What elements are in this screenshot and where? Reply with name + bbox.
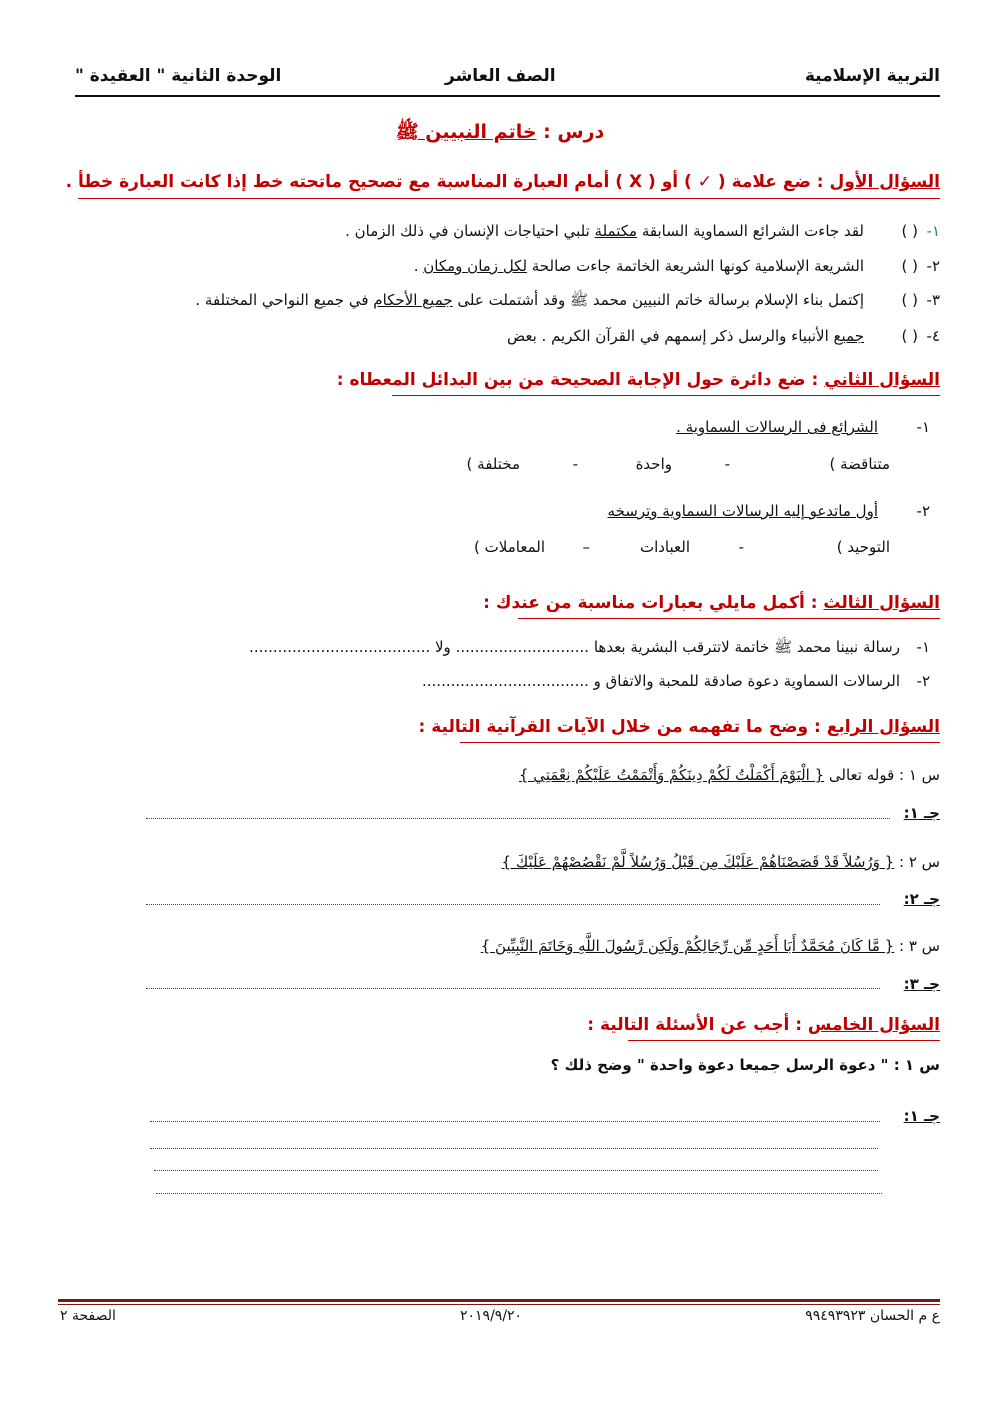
answer-label: جـ ٣: bbox=[903, 975, 940, 993]
q1-statement bbox=[507, 327, 864, 345]
q5-heading bbox=[70, 1015, 940, 1035]
quran-verse: { مَّا كَانَ مُحَمَّدٌ أَبَا أَحَدٍ مِّن رِّجَالِكُمْ وَلَكِن رَّسُولَ اللَّهِ وَخَاتَمَ النَّبِيِّينَ } bbox=[480, 937, 895, 955]
q1-item-1 bbox=[60, 222, 940, 246]
q2-item-2 bbox=[60, 502, 940, 526]
q2-stem: أول ماتدعو إليه الرسالات السماوية وترسخه bbox=[607, 502, 878, 520]
q1-answer-paren[interactable]: ( ) bbox=[901, 257, 918, 275]
q5-rule bbox=[628, 1040, 940, 1041]
answer-label: جـ ١: bbox=[903, 804, 940, 822]
q1-answer-paren[interactable]: ( ) bbox=[901, 327, 918, 345]
lesson-prefix: درس : bbox=[536, 121, 605, 143]
footer-divider-thin bbox=[58, 1304, 940, 1305]
q1-heading bbox=[65, 172, 940, 192]
footer-page-number: الصفحة ٢ bbox=[60, 1308, 116, 1324]
q3-item-number: ١- bbox=[916, 638, 930, 656]
q3-fill-sentence[interactable]: رسالة نبينا محمد ﷺ خاتمة لاتترقب البشرية بعدها ............................ ولا ...................................... bbox=[249, 638, 900, 656]
answer-line[interactable] bbox=[146, 818, 890, 819]
footer-author: ع م الحسان ٩٩٤٩٣٩٢٣ bbox=[805, 1308, 940, 1324]
q2-options-2 bbox=[420, 538, 890, 562]
q3-heading bbox=[70, 593, 940, 613]
statement-text: في جميع النواحي المختلفة . bbox=[195, 291, 374, 309]
q2-item-1 bbox=[60, 418, 940, 442]
q2-label: السؤال الثاني bbox=[824, 370, 940, 390]
question-label: س ١ : bbox=[893, 1056, 940, 1074]
option-choice[interactable]: مختلفة ) bbox=[466, 455, 520, 473]
answer-line[interactable] bbox=[156, 1193, 882, 1194]
statement-text: الشريعة الإسلامية كونها الشريعة الخاتمة جاءت صالحة bbox=[527, 257, 864, 275]
answer-line[interactable] bbox=[154, 1170, 878, 1171]
q1-answer-paren[interactable]: ( ) bbox=[901, 222, 918, 240]
q5-label: السؤال الخامس bbox=[807, 1015, 940, 1035]
q1-item-number: ٤- bbox=[926, 327, 940, 345]
q2-options-1 bbox=[420, 455, 890, 479]
answer-line[interactable] bbox=[150, 1148, 878, 1149]
q3-instruction: : أكمل مايلي بعبارات مناسبة من عندك : bbox=[483, 593, 824, 613]
lesson-title bbox=[300, 120, 700, 148]
q3-item-1 bbox=[60, 638, 940, 662]
q4-rule bbox=[460, 742, 940, 743]
statement-text: لقد جاءت الشرائع السماوية السابقة bbox=[637, 222, 864, 240]
option-choice[interactable]: ( متناقضة bbox=[829, 455, 890, 473]
q1-statement bbox=[414, 257, 864, 275]
question-intro: قوله تعالى bbox=[824, 766, 900, 784]
quran-verse: { الْيَوْمَ أَكْمَلْتُ لَكُمْ دِينَكُمْ وَأَتْمَمْتُ عَلَيْكُمْ نِعْمَتِي } bbox=[518, 766, 825, 784]
q1-item-number: ٢- bbox=[926, 257, 940, 275]
q4-label: السؤال الرابع bbox=[826, 717, 940, 737]
quran-verse: { وَرُسُلاً قَدْ قَصَصْنَاهُمْ عَلَيْكَ مِن قَبْلُ وَرُسُلاً لَّمْ نَقْصُصْهُمْ عَلَيْكَ } bbox=[501, 853, 895, 871]
lesson-name: خاتم النبيين ﷺ bbox=[395, 121, 537, 143]
statement-underlined: جميع الأحكام bbox=[373, 291, 453, 309]
header-divider bbox=[75, 95, 940, 97]
option-choice[interactable]: المعاملات ) bbox=[474, 538, 545, 556]
q3-item-2 bbox=[60, 672, 940, 696]
q4-question-2 bbox=[502, 853, 940, 871]
statement-underlined: مكتملة bbox=[594, 222, 638, 240]
subject-title: التربية الإسلامية bbox=[804, 66, 940, 86]
option-choice[interactable]: واحدة bbox=[635, 455, 672, 473]
answer-label: جـ ١: bbox=[903, 1107, 940, 1125]
q3-rule bbox=[518, 618, 940, 619]
q4-heading bbox=[70, 717, 940, 737]
q1-rule bbox=[78, 198, 940, 199]
question-label: س ٣ : bbox=[899, 937, 940, 955]
q4-instruction: : وضح ما تفهمه من خلال الآيات القرآنية التالية : bbox=[418, 717, 827, 737]
statement-text: الأنبياء والرسل ذكر إسمهم في القرآن الكريم . بعض bbox=[506, 327, 834, 345]
q1-answer-paren[interactable]: ( ) bbox=[901, 291, 918, 309]
q2-stem: الشرائع فى الرسالات السماوية . bbox=[676, 418, 878, 436]
option-separator: - bbox=[572, 455, 578, 473]
q1-item-number: ١- bbox=[926, 222, 940, 240]
unit-title: الوحدة الثانية " العقيدة " bbox=[75, 66, 282, 86]
option-choice[interactable]: ( التوحيد bbox=[836, 538, 890, 556]
answer-line[interactable] bbox=[150, 1121, 880, 1122]
q1-instruction: : ضع علامة ( ✓ ) أو ( X ) أمام العبارة المناسبة مع تصحيح ماتحته خط إذا كانت العبارة خطأ . bbox=[65, 172, 830, 192]
q2-instruction: : ضع دائرة حول الإجابة الصحيحة من بين البدائل المعطاه : bbox=[336, 370, 825, 390]
answer-line[interactable] bbox=[146, 904, 880, 905]
q5-question-1 bbox=[551, 1056, 940, 1074]
question-label: س ١ : bbox=[899, 766, 940, 784]
q3-fill-sentence[interactable]: الرسالات السماوية دعوة صادقة للمحبة والاتفاق و ................................... bbox=[422, 672, 900, 690]
q3-item-number: ٢- bbox=[916, 672, 930, 690]
q2-item-number: ٢- bbox=[916, 502, 930, 520]
answer-label: جـ ٢: bbox=[903, 890, 940, 908]
q1-item-4 bbox=[60, 327, 940, 351]
q1-statement bbox=[345, 222, 864, 240]
statement-underlined: لكل زمان ومكان bbox=[423, 257, 528, 275]
q2-rule bbox=[392, 395, 940, 396]
q1-item-2 bbox=[60, 257, 940, 281]
grade-title: الصف العاشر bbox=[445, 66, 556, 86]
statement-text: تلبي احتياجات الإنسان في ذلك الزمان . bbox=[345, 222, 595, 240]
question-label: س ٢ : bbox=[899, 853, 940, 871]
q2-item-number: ١- bbox=[916, 418, 930, 436]
answer-line[interactable] bbox=[146, 988, 880, 989]
statement-text: إكتمل بناء الإسلام برسالة خاتم النبيين محمد ﷺ وقد أشتملت على bbox=[452, 291, 864, 309]
q1-item-3 bbox=[60, 291, 940, 315]
q1-statement bbox=[195, 291, 864, 313]
page-header bbox=[60, 66, 940, 96]
option-choice[interactable]: العبادات bbox=[639, 538, 690, 556]
option-separator: – bbox=[582, 538, 590, 556]
q2-heading bbox=[70, 370, 940, 390]
q4-question-3 bbox=[481, 937, 940, 955]
q5-instruction: : أجب عن الأسئلة التالية : bbox=[587, 1015, 808, 1035]
footer-date: ٢٠١٩/٩/٢٠ bbox=[460, 1308, 523, 1324]
q1-label: السؤال الأول bbox=[829, 172, 940, 192]
q1-item-number: ٣- bbox=[926, 291, 940, 309]
q4-question-1 bbox=[519, 766, 940, 784]
option-separator: - bbox=[738, 538, 744, 556]
footer-divider bbox=[58, 1299, 940, 1302]
statement-underlined: جميع bbox=[833, 327, 864, 345]
q3-label: السؤال الثالث bbox=[823, 593, 940, 613]
question-text: " دعوة الرسل جميعا دعوة واحدة " وضح ذلك ؟ bbox=[550, 1056, 894, 1074]
option-separator: - bbox=[724, 455, 730, 473]
statement-text: . bbox=[413, 257, 424, 275]
